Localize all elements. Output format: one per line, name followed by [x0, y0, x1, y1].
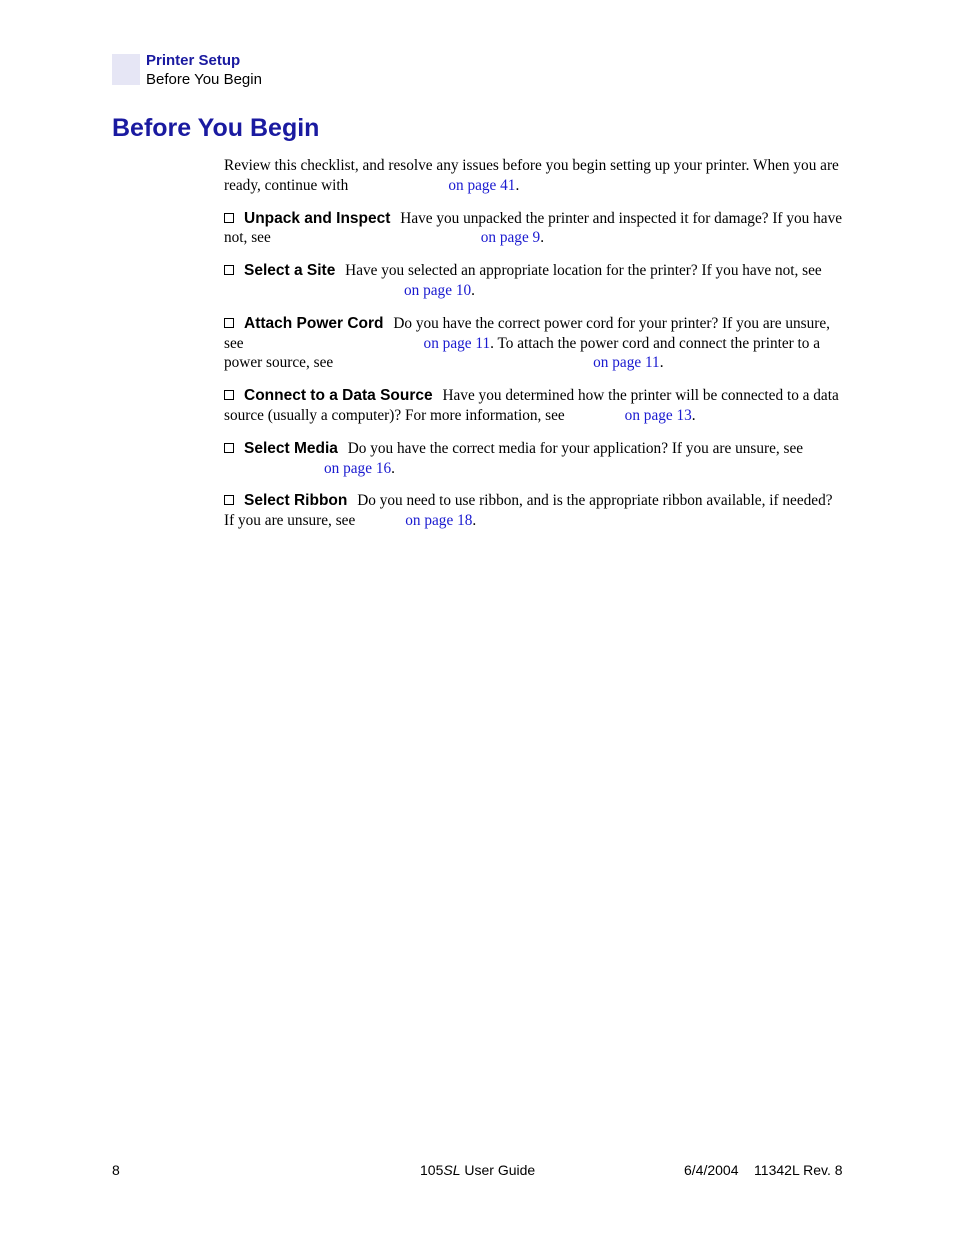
item-text: Do you need to use ribbon, and is the appropriate ribbon available, if needed? If you are unsure, see — [224, 492, 833, 530]
item-page-link[interactable]: on page 9 — [480, 229, 541, 247]
checklist-item-power-cord — [224, 314, 844, 373]
checkbox-icon[interactable] — [224, 443, 234, 453]
item-text: Have you unpacked the printer and inspected it for damage? If you have not, see — [224, 209, 843, 247]
checklist-item-site — [224, 261, 844, 301]
checklist-body — [224, 156, 844, 544]
item-end: . — [471, 281, 475, 299]
item-heading: Connect to a Data Source — [244, 387, 433, 405]
item-end: . — [659, 354, 664, 372]
item-page-link[interactable]: on page 11 — [423, 334, 491, 352]
item-heading: Select Ribbon — [244, 492, 348, 510]
page-title: Before You Begin — [112, 114, 320, 142]
header-subsection-title: Before You Begin — [146, 71, 262, 88]
checklist-item-media — [224, 439, 844, 479]
footer-guide-title — [420, 1162, 535, 1178]
item-end: . — [391, 459, 395, 477]
checkbox-icon[interactable] — [224, 213, 234, 223]
checklist-item-data-source — [224, 386, 844, 426]
checkbox-icon[interactable] — [224, 495, 234, 505]
intro-paragraph — [224, 156, 844, 196]
item-page-link-2[interactable]: on page 11 — [593, 354, 660, 372]
item-page-link[interactable]: on page 18 — [405, 512, 473, 530]
item-text: Have you determined how the printer will be connected to a data source (usually a computer)? For more information, see — [224, 387, 839, 424]
header-tab-marker — [112, 54, 140, 85]
item-text: Have you selected an appropriate location for the printer? If you have not, see — [345, 262, 822, 280]
intro-text: Review this checklist, and resolve any issues before you begin setting up your printer. When you are ready, continue with — [224, 157, 839, 194]
item-end: . — [472, 512, 477, 530]
item-end: . — [691, 406, 696, 424]
intro-end: . — [515, 176, 520, 194]
footer-date-revision: 6/4/2004 11342L Rev. 8 — [684, 1162, 843, 1178]
item-page-link[interactable]: on page 10 — [404, 281, 472, 299]
item-heading: Select Media — [244, 439, 338, 457]
item-heading: Select a Site — [244, 262, 336, 280]
checklist-item-ribbon — [224, 491, 844, 531]
item-page-link[interactable]: on page 13 — [624, 406, 692, 424]
checkbox-icon[interactable] — [224, 318, 234, 328]
checkbox-icon[interactable] — [224, 265, 234, 275]
checkbox-icon[interactable] — [224, 390, 234, 400]
item-text: Do you have the correct power cord for your printer? If you are unsure, see — [224, 314, 830, 352]
footer-page-number: 8 — [112, 1162, 120, 1178]
header-section-title: Printer Setup — [146, 52, 241, 69]
item-page-link[interactable]: on page 16 — [324, 459, 392, 477]
item-heading: Attach Power Cord — [244, 314, 384, 332]
guide-prefix: 105 — [420, 1162, 444, 1178]
item-text-2: . To attach the power cord and connect the printer to a power source, see — [224, 334, 821, 372]
checklist-item-unpack — [224, 209, 844, 249]
item-end: . — [540, 229, 545, 247]
guide-model: SL — [443, 1162, 461, 1178]
item-text: Do you have the correct media for your application? If you are unsure, see — [347, 439, 804, 457]
guide-suffix: User Guide — [460, 1162, 536, 1178]
intro-page-link[interactable]: on page 41 — [448, 176, 516, 194]
item-heading: Unpack and Inspect — [244, 209, 391, 227]
